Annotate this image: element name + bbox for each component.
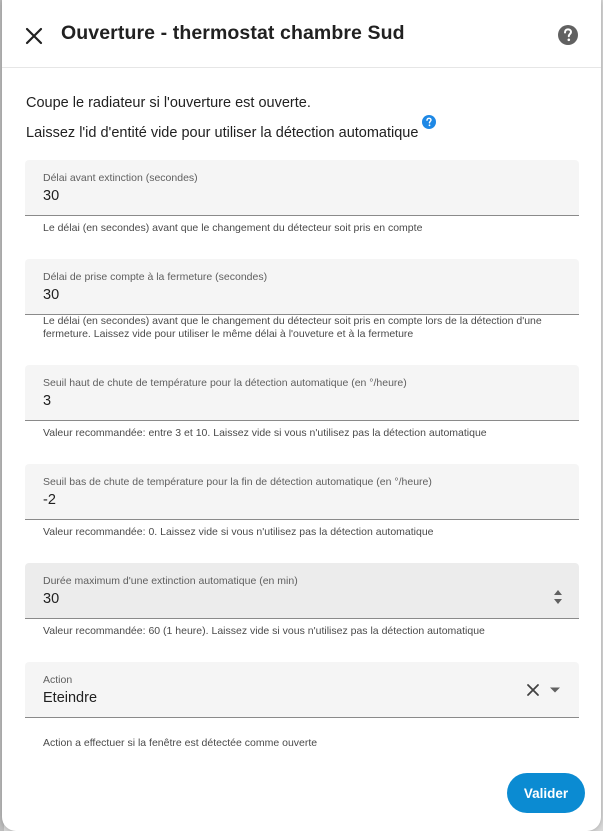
- description-line-1: Coupe le radiateur si l'ouverture est ouverte.: [26, 95, 311, 111]
- dialog-header: [2, 0, 601, 68]
- submit-button[interactable]: Valider: [507, 773, 585, 813]
- dialog-description: [26, 91, 586, 145]
- chevron-down-icon[interactable]: [549, 686, 561, 694]
- description-line-2: [26, 115, 586, 145]
- field-label: Action: [43, 674, 73, 686]
- field-helper: Valeur recommandée: 60 (1 heure). Laissez vide si vous n'utilisez pas la détection automatique: [43, 625, 485, 637]
- help-circle-icon: [557, 24, 579, 46]
- field-helper: Valeur recommandée: entre 3 et 10. Laissez vide si vous n'utilisez pas la détection automatique: [43, 427, 487, 439]
- field-label: Délai de prise compte à la fermeture (secondes): [43, 271, 268, 283]
- low-threshold-input[interactable]: -2: [43, 492, 56, 508]
- max-auto-off-duration-input[interactable]: 30: [43, 591, 60, 607]
- high-threshold-field[interactable]: [25, 365, 579, 421]
- field-helper: Action a effectuer si la fenêtre est détectée comme ouverte: [43, 737, 318, 749]
- description-line-2-text: Laissez l'id d'entité vide pour utiliser la détection automatique: [26, 124, 419, 141]
- clear-icon[interactable]: [525, 682, 541, 698]
- close-delay-field[interactable]: [25, 259, 579, 315]
- low-threshold-field[interactable]: [25, 464, 579, 520]
- field-label: Durée maximum d'une extinction automatique (en min): [43, 575, 298, 587]
- field-label: Seuil haut de chute de température pour la détection automatique (en °/heure): [43, 377, 407, 389]
- dialog-title: Ouverture - thermostat chambre Sud: [61, 22, 405, 44]
- action-select-value[interactable]: Eteindre: [43, 690, 98, 706]
- delay-before-off-field[interactable]: [25, 160, 579, 216]
- options-dialog: [2, 0, 601, 831]
- number-spinner-icon[interactable]: [553, 589, 563, 605]
- delay-before-off-input[interactable]: 30: [43, 188, 60, 204]
- field-label: Délai avant extinction (secondes): [43, 172, 198, 184]
- close-icon: [25, 27, 43, 45]
- close-delay-input[interactable]: 30: [43, 287, 60, 303]
- field-helper: Valeur recommandée: 0. Laissez vide si vous n'utilisez pas la détection automatique: [43, 526, 434, 538]
- close-button[interactable]: [20, 22, 48, 50]
- field-label: Seuil bas de chute de température pour la fin de détection automatique (en °/heure): [43, 476, 432, 488]
- info-icon[interactable]: [422, 113, 436, 127]
- action-select[interactable]: [25, 662, 579, 718]
- field-helper: Le délai (en secondes) avant que le changement du détecteur soit pris en compte lors de la détection d'une fermeture. Laissez vide pour utiliser le même délai à l'ouveture et à la fermeture: [43, 315, 542, 340]
- high-threshold-input[interactable]: 3: [43, 393, 52, 409]
- field-helper: Le délai (en secondes) avant que le changement du détecteur soit pris en compte: [43, 222, 423, 234]
- max-auto-off-duration-field[interactable]: [25, 563, 579, 619]
- help-button[interactable]: [556, 23, 580, 47]
